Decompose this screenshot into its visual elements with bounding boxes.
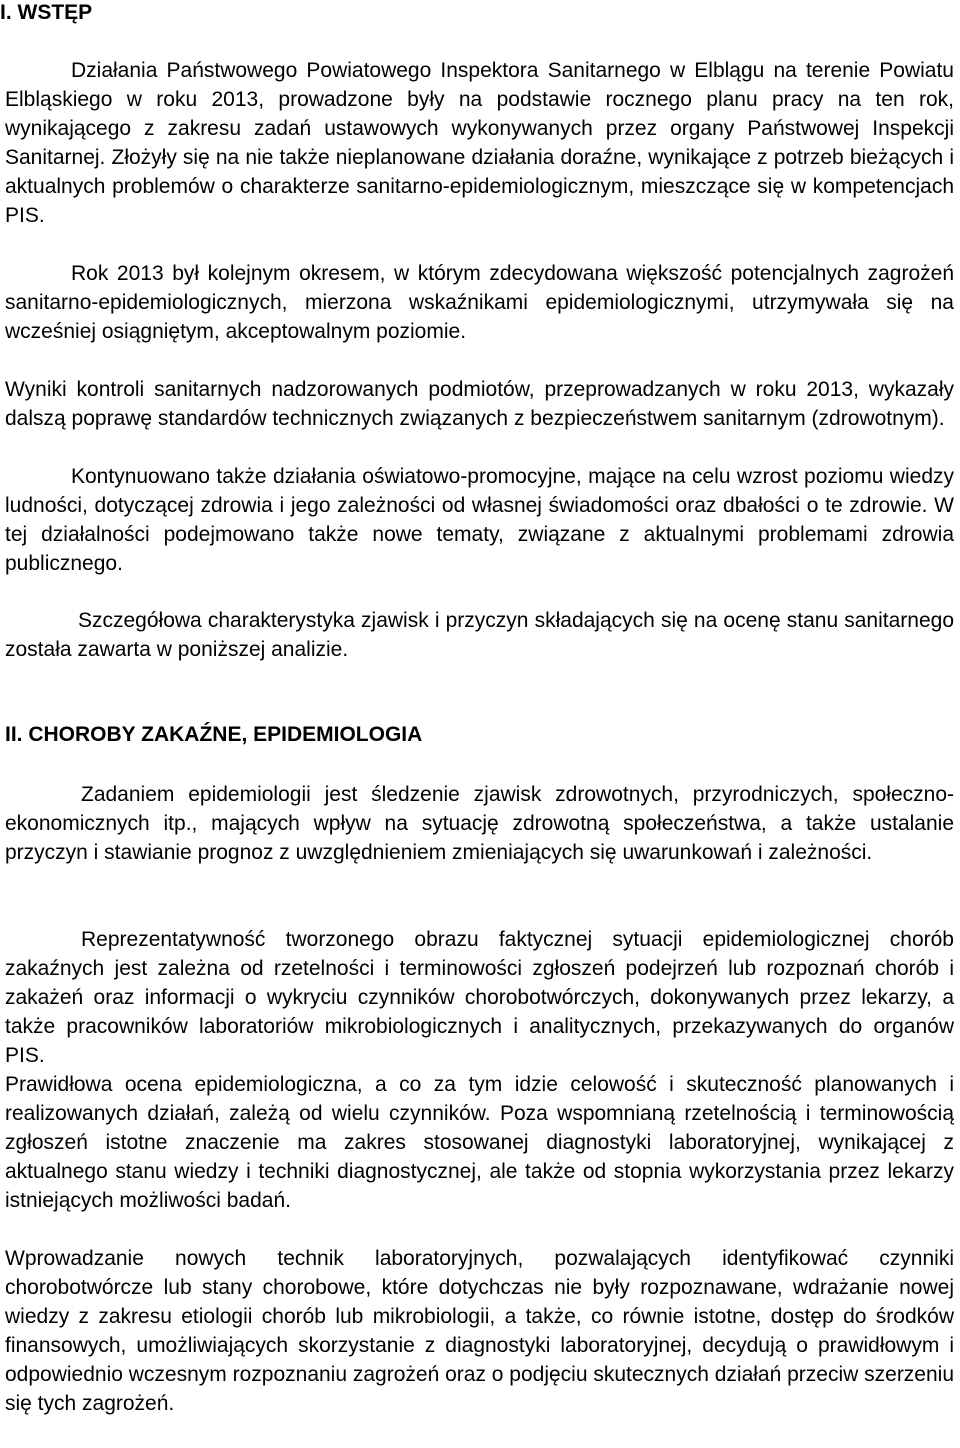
paragraph-intro-1 — [5, 56, 954, 230]
paragraph-text: Zadaniem epidemiologii jest śledzenie zjawisk zdrowotnych, przyrodniczych, społeczno-ekonomicznych itp., mających wpływ na sytuację zdrowotną społeczeństwa, a także ustalanie przyczyn i stawianie prognoz z uwzględnieniem zmieniających się uwarunkowań i zależności. — [5, 783, 954, 864]
paragraph-intro-4 — [5, 462, 954, 578]
paragraph-text: Prawidłowa ocena epidemiologiczna, a co za tym idzie celowość i skuteczność planowanych i realizowanych działań, zależą od wielu czynników. Poza wspomnianą rzetelnością i terminowością zgłoszeń istotne znaczenie ma zakres stosowanej diagnostyki laboratoryjnej, wynikającej z aktualnego stanu wiedzy i techniki diagnostycznej, ale także od stopnia wykorzystania przez lekarzy istniejących możliwości badań. — [5, 1073, 954, 1212]
paragraph-text: Kontynuowano także działania oświatowo-promocyjne, mające na celu wzrost poziomu wiedzy ludności, dotyczącej zdrowia i jego zależności od własnej świadomości oraz dbałości o te zdrowie. W tej działalności podejmowano także nowe tematy, związane z aktualnymi problemami zdrowia publicznego. — [5, 465, 954, 575]
paragraph-epi-1 — [5, 780, 954, 867]
paragraph-epi-4 — [5, 1244, 954, 1418]
paragraph-text: Działania Państwowego Powiatowego Inspektora Sanitarnego w Elblągu na terenie Powiatu Elbląskiego w roku 2013, prowadzone były na podstawie rocznego planu pracy na ten rok, wynikającego z zakresu zadań ustawowych wykonywanych przez organy Państwowej Inspekcji Sanitarnej. Złożyły się na nie także nieplanowane działania doraźne, wynikające z potrzeb bieżących i aktualnych problemów o charakterze sanitarno-epidemiologicznym, mieszczące się w kompetencjach PIS. — [5, 59, 954, 227]
paragraph-text: Reprezentatywność tworzonego obrazu faktycznej sytuacji epidemiologicznej chorób zakaźnych jest zależna od rzetelności i terminowości zgłoszeń podejrzeń lub rozpoznań chorób i zakażeń oraz informacji o wykryciu czynników chorobotwórczych, dokonywanych przez lekarzy, a także pracowników laboratoriów mikrobiologicznych i analitycznych, przekazywanych do organów PIS. — [5, 928, 954, 1067]
paragraph-intro-5 — [5, 606, 954, 664]
section-heading-intro: I. WSTĘP — [0, 1, 93, 24]
paragraph-intro-2 — [5, 259, 954, 346]
paragraph-text: Szczegółowa charakterystyka zjawisk i przyczyn składających się na ocenę stanu sanitarnego została zawarta w poniższej analizie. — [5, 609, 954, 661]
paragraph-text: Wyniki kontroli sanitarnych nadzorowanych podmiotów, przeprowadzanych w roku 2013, wykazały dalszą poprawę standardów technicznych związanych z bezpieczeństwem sanitarnym (zdrowotnym). — [5, 378, 954, 430]
section-heading-epidemiology: II. CHOROBY ZAKAŹNE, EPIDEMIOLOGIA — [5, 723, 423, 746]
paragraph-epi-2 — [5, 925, 954, 1070]
paragraph-intro-3 — [5, 375, 954, 433]
paragraph-epi-3 — [5, 1070, 954, 1215]
paragraph-text: Wprowadzanie nowych technik laboratoryjnych, pozwalających identyfikować czynniki chorobotwórcze lub stany chorobowe, które dotychczas nie były rozpoznawane, wdrażanie nowej wiedzy z zakresu etiologii chorób lub mikrobiologii, a także, co równie istotne, dostęp do środków finansowych, umożliwiających skorzystanie z diagnostyki laboratoryjnej, decydują o prawidłowym i odpowiednio wczesnym rozpoznaniu zagrożeń oraz o podjęciu skutecznych działań przeciw szerzeniu się tych zagrożeń. — [5, 1247, 955, 1415]
paragraph-text: Rok 2013 był kolejnym okresem, w którym zdecydowana większość potencjalnych zagrożeń sanitarno-epidemiologicznych, mierzona wskaźnikami epidemiologicznymi, utrzymywała się na wcześniej osiągniętym, akceptowalnym poziomie. — [5, 262, 954, 343]
